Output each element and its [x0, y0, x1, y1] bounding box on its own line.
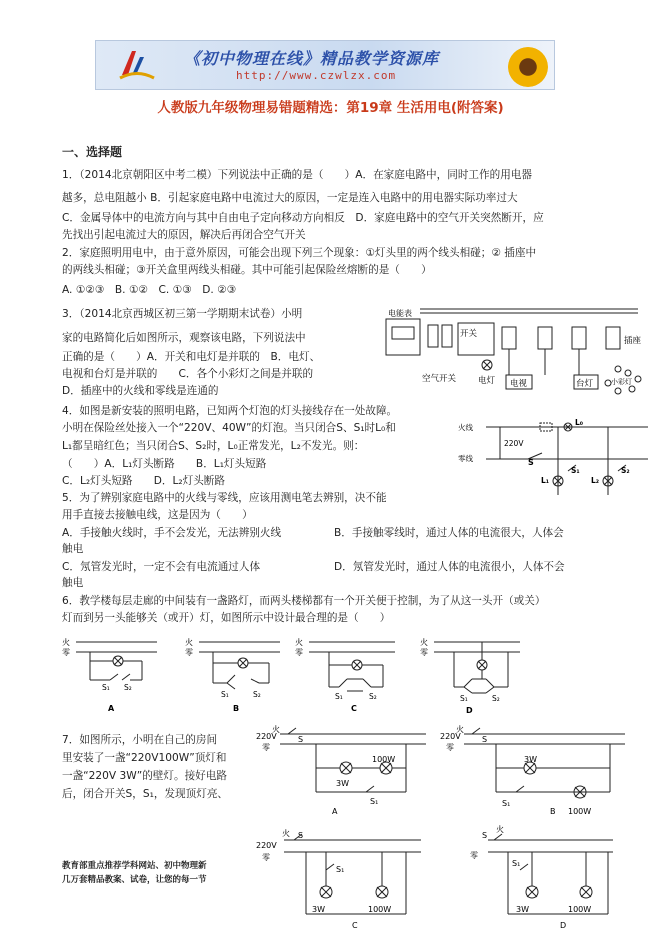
q7d-neutral: 零: [470, 851, 478, 860]
q6b-s1: S₁: [221, 690, 229, 699]
q7d-w3: 3W: [516, 905, 529, 914]
q3-line-2: 家的电路简化后如图所示，观察该电路，下列说法中: [62, 332, 306, 344]
q4-l2-label: L₂: [591, 476, 600, 485]
q3-line-4: 电视和台灯是并联的 C．各个小彩灯之间是并联的: [62, 368, 314, 380]
q7b-voltage: 220V: [440, 732, 461, 741]
q7b-w3: 3W: [524, 755, 537, 764]
banner-url[interactable]: http://www.czwlzx.com: [236, 69, 397, 82]
q1-line-4: 先找出引起电流过大的原因，解决后再闭合空气开关: [62, 229, 306, 241]
q6-diagram-a: [62, 635, 162, 715]
q7a-neutral: 零: [262, 743, 270, 752]
q3-tv-label: 电视: [510, 379, 528, 389]
q4-s2-label: S₂: [621, 466, 630, 475]
q7-diagram-b: [440, 722, 630, 818]
q4-live-label: 火线: [458, 423, 473, 432]
q7-line-4: 后，闭合开关S，S₁，发现顶灯亮、: [62, 788, 229, 800]
q5-option-b: B．手接触零线时，通过人体的电流很大，人体会: [334, 527, 564, 539]
q5-option-c: C．氖管发光时，一定不会有电流通过人体: [62, 561, 261, 573]
q7b-w100: 100W: [568, 807, 592, 816]
q3-desk-lamp-label: 台灯: [576, 379, 594, 389]
q7d-s1: S₁: [512, 859, 521, 868]
q7a-w3: 3W: [336, 779, 349, 788]
footer-line-1: 教育部重点推荐学科网站、初中物理新: [62, 861, 207, 871]
section-heading: 一、选择题: [62, 145, 123, 159]
q5-option-d: D．氖管发光时，通过人体的电流很小，人体不会: [334, 561, 565, 573]
q6a-neutral: 零: [62, 648, 70, 657]
q7-line-3: 一盏“220V 3W”的壁灯。接好电路: [62, 770, 227, 782]
q4-s1-label: S₁: [571, 466, 580, 475]
q7-diagram-c: [256, 826, 426, 932]
q3-breaker-label: 空气开关: [422, 374, 457, 384]
q7-line-2: 里安装了一盏“220V100W”顶灯和: [62, 752, 227, 764]
q6a-live: 火: [62, 638, 70, 647]
sunflower-icon: [508, 47, 548, 87]
q5-option-d-cont: 触电: [62, 577, 84, 589]
q3-socket-label: 插座: [624, 336, 642, 346]
q6-line-1: 6．教学楼每层走廊的中间装有一盏路灯，而两头楼梯都有一个开关便于控制，为了从这一头开（或关）: [62, 595, 546, 607]
q7b-live: 火: [456, 725, 464, 734]
q3-lamp-label: 电灯: [478, 376, 496, 386]
q4-line-3: L₁都呈暗红色；当只闭合S、S₂时，L₀正常发光，L₂不发光。则：: [62, 440, 365, 452]
q4-line-1: 4．如图是新安装的照明电路，已知两个灯泡的灯头接线存在一处故障。: [62, 405, 398, 417]
q6d-neutral: 零: [420, 648, 428, 657]
q4-voltage-label: 220V: [504, 439, 524, 448]
q7a-voltage: 220V: [256, 732, 277, 741]
q4-line-5: C．L₂灯头短路 D．L₂灯头断路: [62, 475, 225, 487]
q7c-w100: 100W: [368, 905, 392, 914]
q7d-live: 火: [496, 825, 504, 834]
q3-meter-label: 电能表: [388, 309, 412, 318]
q6-diagram-d: [420, 635, 530, 715]
q6c-neutral: 零: [295, 648, 303, 657]
q4-line-4: （ ）A．L₁灯头断路 B．L₁灯头短路: [62, 458, 267, 470]
q7b-label: B: [550, 807, 556, 816]
q7-diagram-d: [468, 826, 618, 932]
q1-line-3: C．金属导体中的电流方向与其中自由电子定向移动方向相反 D．家庭电路中的空气开关突然断开，应: [62, 212, 544, 224]
q7c-voltage: 220V: [256, 841, 277, 850]
q2-line-2: 的两线头相碰；③开关盒里两线头相碰。其中可能引起保险丝熔断的是（ ）: [62, 264, 432, 276]
q3-circuit-diagram: [378, 303, 658, 403]
q3-line-1: 3．（2014北京西城区初三第一学期期末试卷）小明: [62, 308, 303, 320]
q6c-s1: S₁: [335, 692, 343, 701]
q7b-neutral: 零: [446, 743, 454, 752]
q4-line-2: 小明在保险丝处接入一个“220V、40W”的灯泡。当只闭合S、S₁时L₀和: [62, 422, 396, 434]
q6c-label: C: [351, 704, 357, 713]
q6d-s2: S₂: [492, 694, 500, 703]
q7-diagram-a: [256, 722, 432, 818]
q7d-label: D: [560, 921, 567, 930]
q4-neutral-label: 零线: [458, 454, 473, 463]
q4-s-label: S: [528, 458, 534, 467]
q5-line-1: 5．为了辨别家庭电路中的火线与零线，应该用测电笔去辨别，决不能: [62, 492, 387, 504]
q7-line-1: 7．如图所示，小明在自己的房间: [62, 734, 218, 746]
q7c-s: S: [298, 831, 304, 840]
q6b-label: B: [233, 704, 240, 713]
q5-line-2: 用手直接去接触电线，这是因为（ ）: [62, 509, 253, 521]
q2-options: A. ①②③ B. ①② C. ①③ D. ②③: [62, 284, 237, 296]
q6b-live: 火: [185, 638, 193, 647]
q7c-neutral: 零: [262, 853, 270, 862]
q7a-s1: S₁: [370, 797, 379, 806]
q6d-live: 火: [420, 638, 428, 647]
document-title: 人教版九年级物理易错题精选：第19章 生活用电(附答案): [157, 100, 504, 116]
q3-string-lights-label: 小彩灯: [611, 378, 632, 386]
q6c-s2: S₂: [369, 692, 377, 701]
q6d-s1: S₁: [460, 694, 468, 703]
q6-line-2: 灯而到另一头能够关（或开）灯，如图所示中设计最合理的是（ ）: [62, 612, 391, 624]
q3-line-5: D．插座中的火线和零线是连通的: [62, 385, 219, 397]
footer-line-2: 几万套精品教案、试卷，让您的每一节: [62, 875, 207, 885]
q3-switch-label: 开关: [460, 329, 478, 339]
q7b-s: S: [482, 735, 488, 744]
site-logo-icon: [118, 45, 156, 83]
q7c-live: 火: [282, 829, 290, 838]
q7b-s1: S₁: [502, 799, 511, 808]
q7a-label: A: [332, 807, 338, 816]
q7d-s: S: [482, 831, 488, 840]
q7a-live: 火: [272, 725, 280, 734]
q6b-neutral: 零: [185, 648, 193, 657]
q7a-s: S: [298, 735, 304, 744]
q2-line-1: 2．家庭照明用电中，由于意外原因，可能会出现下列三个现象：①灯头里的两个线头相碰；② 插座中: [62, 247, 537, 259]
q6c-live: 火: [295, 638, 303, 647]
q6d-label: D: [466, 706, 473, 715]
banner-title: 《初中物理在线》精品教学资源库: [184, 49, 440, 68]
q7a-w100: 100W: [372, 755, 396, 764]
q5-option-a: A．手接触火线时，手不会发光，无法辨别火线: [62, 527, 282, 539]
q6a-s2: S₂: [124, 683, 132, 692]
q6b-s2: S₂: [253, 690, 261, 699]
q7c-s1: S₁: [336, 865, 345, 874]
header-banner: [95, 40, 555, 90]
q6a-label: A: [108, 704, 115, 713]
q1-line-1: 1．（2014北京朝阳区中考二模）下列说法中正确的是（ ）A．在家庭电路中，同时工作的用电器: [62, 169, 532, 181]
q4-circuit-diagram: [458, 415, 653, 497]
q4-l1-label: L₁: [541, 476, 550, 485]
q6-diagram-b: [185, 635, 285, 715]
q6a-s1: S₁: [102, 683, 110, 692]
q7d-w100: 100W: [568, 905, 592, 914]
q3-line-3: 正确的是（ ）A．开关和电灯是并联的 B．电灯、: [62, 351, 321, 363]
q5-option-a-cont: 触电: [62, 543, 84, 555]
q4-l0-label: L₀: [575, 418, 584, 427]
q7c-label: C: [352, 921, 358, 930]
q1-line-2: 越多，总电阻越小 B．引起家庭电路中电流过大的原因，一定是连入电路中的用电器实际功率过大: [62, 192, 518, 204]
q7c-w3: 3W: [312, 905, 325, 914]
q6-diagram-c: [295, 635, 405, 715]
